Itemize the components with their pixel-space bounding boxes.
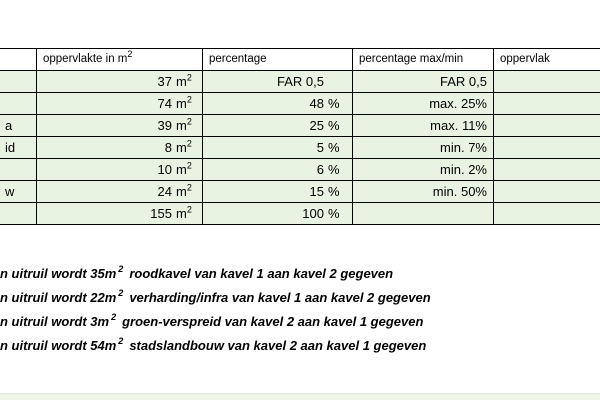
header-percentage[interactable] xyxy=(203,49,353,71)
note-prefix: n uitruil wordt 22m xyxy=(0,290,117,305)
table-row xyxy=(0,159,600,181)
cell-next[interactable] xyxy=(494,137,600,159)
cell-percentage[interactable] xyxy=(203,203,353,225)
cell-name[interactable] xyxy=(0,93,37,115)
area-unit xyxy=(172,115,196,136)
area-table xyxy=(0,48,600,225)
cell-maxmin[interactable]: FAR 0,5 xyxy=(353,71,494,93)
cell-area[interactable] xyxy=(37,181,203,203)
cell-percentage[interactable] xyxy=(203,93,353,115)
note-sup: 2 xyxy=(111,312,117,322)
cell-area[interactable] xyxy=(37,159,203,181)
header-percentage-maxmin-label: percentage max/min xyxy=(359,53,464,65)
note-line[interactable] xyxy=(0,310,598,334)
pct-value: 6 xyxy=(316,162,324,177)
note-prefix: n uitruil wordt 54m xyxy=(0,338,117,353)
table-row xyxy=(0,115,600,137)
cell-maxmin[interactable] xyxy=(353,203,494,225)
area-unit xyxy=(172,203,196,224)
unit-label: m xyxy=(176,140,187,155)
note-sup: 2 xyxy=(118,336,124,346)
bottom-band xyxy=(0,393,600,400)
cell-maxmin[interactable]: min. 50% xyxy=(353,181,494,203)
area-unit xyxy=(172,181,196,202)
note-rest: roodkavel van kavel 1 aan kavel 2 gegeven xyxy=(129,266,394,281)
note-line[interactable] xyxy=(0,262,598,286)
pct-unit: % xyxy=(328,206,340,221)
cell-percentage[interactable] xyxy=(203,115,353,137)
cell-name[interactable]: a xyxy=(0,115,37,137)
note-rest: verharding/infra van kavel 1 aan kavel 2 gegeven xyxy=(129,290,431,305)
unit-label: m xyxy=(176,96,187,111)
pct-unit: % xyxy=(328,118,340,133)
unit-sup: 2 xyxy=(186,94,192,105)
area-unit xyxy=(172,93,196,114)
pct-value: 5 xyxy=(316,140,324,155)
pct-value: 48 xyxy=(309,96,324,111)
area-value: 39 xyxy=(157,118,172,133)
area-value: 10 xyxy=(157,162,172,177)
unit-sup: 2 xyxy=(186,138,192,149)
cell-area[interactable] xyxy=(37,137,203,159)
header-area-sup: 2 xyxy=(127,49,133,60)
unit-label: m xyxy=(176,184,187,199)
area-value: 155 xyxy=(150,206,172,221)
unit-label: m xyxy=(176,162,187,177)
header-next-label: oppervlak xyxy=(500,53,550,65)
cell-area[interactable] xyxy=(37,71,203,93)
cell-name[interactable] xyxy=(0,159,37,181)
header-row xyxy=(0,49,600,71)
pct-unit: % xyxy=(328,140,340,155)
cell-next[interactable] xyxy=(494,93,600,115)
note-line[interactable] xyxy=(0,286,598,310)
cell-maxmin[interactable]: max. 11% xyxy=(353,115,494,137)
exchange-notes xyxy=(0,262,598,358)
cell-next[interactable] xyxy=(494,159,600,181)
area-value: 24 xyxy=(157,184,172,199)
header-name[interactable] xyxy=(0,49,37,71)
pct-value: 15 xyxy=(309,184,324,199)
cell-area[interactable] xyxy=(37,93,203,115)
area-unit xyxy=(172,71,196,92)
cell-name[interactable]: id xyxy=(0,137,37,159)
unit-label: m xyxy=(176,118,187,133)
unit-sup: 2 xyxy=(186,116,192,127)
cell-maxmin[interactable]: min. 7% xyxy=(353,137,494,159)
header-percentage-maxmin[interactable] xyxy=(353,49,494,71)
cell-next[interactable] xyxy=(494,71,600,93)
cell-area[interactable] xyxy=(37,203,203,225)
pct-value: 100 xyxy=(302,206,324,221)
cell-percentage[interactable] xyxy=(203,137,353,159)
area-value: 8 xyxy=(164,140,172,155)
unit-sup: 2 xyxy=(186,204,192,215)
cell-percentage[interactable] xyxy=(203,159,353,181)
total-row xyxy=(0,203,600,225)
pct-unit: % xyxy=(328,162,340,177)
cell-name[interactable] xyxy=(0,203,37,225)
cell-next[interactable] xyxy=(494,203,600,225)
header-area-label: oppervlakte in m xyxy=(43,53,128,65)
area-value: 37 xyxy=(157,74,172,89)
note-sup: 2 xyxy=(118,264,124,274)
cell-percentage[interactable] xyxy=(203,71,353,93)
unit-sup: 2 xyxy=(186,160,192,171)
table-row xyxy=(0,181,600,203)
cell-next[interactable] xyxy=(494,181,600,203)
cell-name[interactable]: w xyxy=(0,181,37,203)
table-row xyxy=(0,137,600,159)
header-next[interactable] xyxy=(494,49,600,71)
unit-label: m xyxy=(176,74,187,89)
pct-unit: % xyxy=(328,184,340,199)
cell-maxmin[interactable]: max. 25% xyxy=(353,93,494,115)
cell-percentage[interactable] xyxy=(203,181,353,203)
unit-label: m xyxy=(176,206,187,221)
cell-name[interactable] xyxy=(0,71,37,93)
area-value: 74 xyxy=(157,96,172,111)
cell-next[interactable] xyxy=(494,115,600,137)
unit-sup: 2 xyxy=(186,72,192,83)
note-sup: 2 xyxy=(118,288,124,298)
cell-area[interactable] xyxy=(37,115,203,137)
note-rest: stadslandbouw van kavel 2 aan kavel 1 gegeven xyxy=(129,338,427,353)
pct-unit: % xyxy=(328,96,340,111)
header-percentage-label: percentage xyxy=(209,53,267,65)
pct-value: FAR 0,5 xyxy=(277,74,324,89)
note-prefix: n uitruil wordt 3m xyxy=(0,314,110,329)
cell-maxmin[interactable]: min. 2% xyxy=(353,159,494,181)
area-unit xyxy=(172,137,196,158)
note-prefix: n uitruil wordt 35m xyxy=(0,266,117,281)
table-row xyxy=(0,71,600,93)
pct-value: 25 xyxy=(309,118,324,133)
area-unit xyxy=(172,159,196,180)
unit-sup: 2 xyxy=(186,182,192,193)
header-area[interactable] xyxy=(37,49,203,71)
note-line[interactable] xyxy=(0,334,598,358)
note-rest: groen-verspreid van kavel 2 aan kavel 1 gegeven xyxy=(122,314,424,329)
table-row xyxy=(0,93,600,115)
